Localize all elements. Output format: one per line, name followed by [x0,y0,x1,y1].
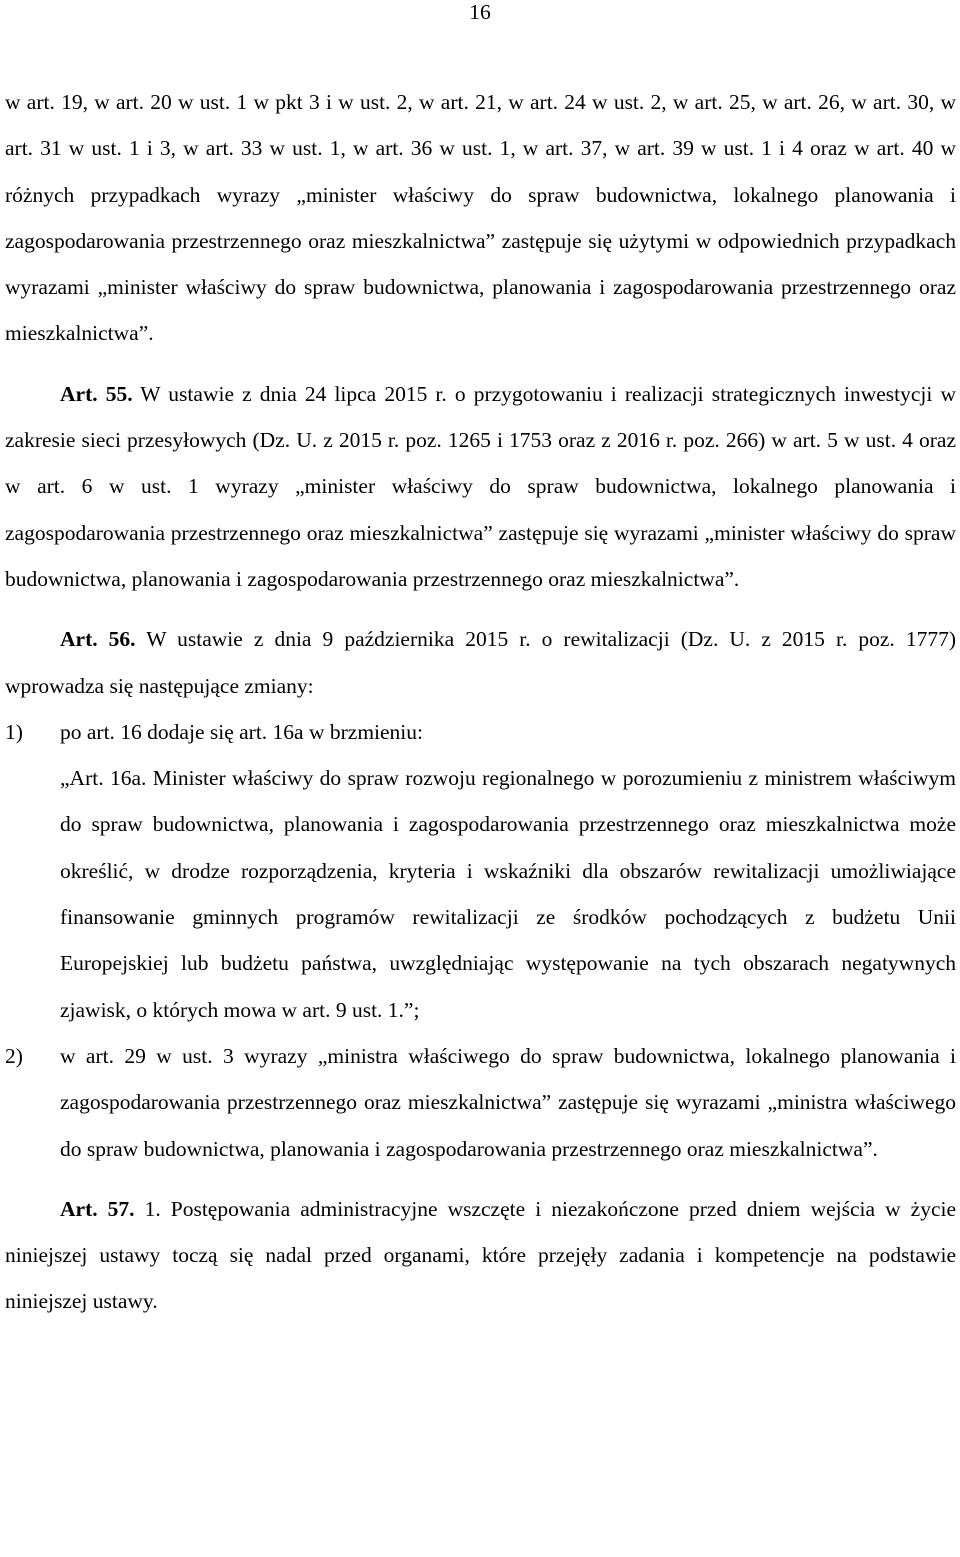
list-item [5,709,956,755]
intro-paragraph: w art. 19, w art. 20 w ust. 1 w pkt 3 i w ust. 2, w art. 21, w art. 24 w ust. 2, w art. 25, w art. 26, w art. 30, w art. 31 w ust. 1 i 3, w art. 33 w ust. 1, w art. 36 w ust. 1, w art. 37, w art. 39 w ust. 1 i 4 oraz w art. 40 w różnych przypadkach wyrazy „minister właściwy do spraw budownictwa, lokalnego planowania i zagospodarowania przestrzennego oraz mieszkalnictwa” zastępuje się użytymi w odpowiednich przypadkach wyrazami „minister właściwy do spraw budownictwa, planowania i zagospodarowania przestrzennego oraz mieszkalnictwa”. [5,90,956,346]
article-57 [5,1186,956,1325]
list-item-text: po art. 16 dodaje się art. 16a w brzmieniu: [60,719,424,744]
quoted-article-text: Minister właściwy do spraw rozwoju regionalnego w porozumieniu z ministrem właściwym do spraw budownictwa, planowania i zagospodarowania przestrzennego oraz mieszkalnictwa może określić, w drodze rozporządzenia, kryteria i wskaźniki dla obszarów rewitalizacji umożliwiające finansowanie gminnych programów rewitalizacji ze środków pochodzących z budżetu Unii Europejskiej lub budżetu państwa, uwzględniając występowanie na tych obszarach negatywnych zjawisk, o których mowa w art. 9 ust. 1.”; [60,766,956,1022]
quoted-article-16a [5,755,956,1033]
article-55-text: W ustawie z dnia 24 lipca 2015 r. o przygotowaniu i realizacji strategicznych inwestycji w zakresie sieci przesyłowych (Dz. U. z 2015 r. poz. 1265 i 1753 oraz z 2016 r. poz. 266) w art. 5 w ust. 4 oraz w art. 6 w ust. 1 wyrazy „minister właściwy do spraw budownictwa, lokalnego planowania i zagospodarowania przestrzennego oraz mieszkalnictwa” zastępuje się wyrazami „minister właściwy do spraw budownictwa, planowania i zagospodarowania przestrzennego oraz mieszkalnictwa”. [5,381,957,591]
article-55-heading: Art. 55. [60,381,133,406]
list-item [5,1033,956,1172]
article-55 [5,371,956,602]
article-57-text: 1. Postępowania administracyjne wszczęte i niezakończone przed dniem wejścia w życie niniejszej ustawy toczą się nadal przed organami, które przejęły zadania i kompetencje na podstawie niniejszej ustawy. [5,1196,956,1314]
article-56 [5,616,956,709]
article-57-heading: Art. 57. [60,1196,135,1221]
list-item-number: 2) [5,1043,23,1068]
document-body [5,79,956,1325]
article-56-heading: Art. 56. [60,627,136,652]
article-56-text: W ustawie z dnia 9 października 2015 r. o rewitalizacji (Dz. U. z 2015 r. poz. 1777) wprowadza się następujące zmiany: [5,627,956,698]
list-item-text: w art. 29 w ust. 3 wyrazy „ministra właściwego do spraw budownictwa, lokalnego planowania i zagospodarowania przestrzennego oraz mieszkalnictwa” zastępuje się wyrazami „ministra właściwego do spraw budownictwa, planowania i zagospodarowania przestrzennego oraz mieszkalnictwa”. [60,1043,956,1161]
page-number: 16 [469,0,491,24]
list-item-number: 1) [5,719,23,744]
quoted-article-heading: „Art. 16a. [60,766,147,791]
